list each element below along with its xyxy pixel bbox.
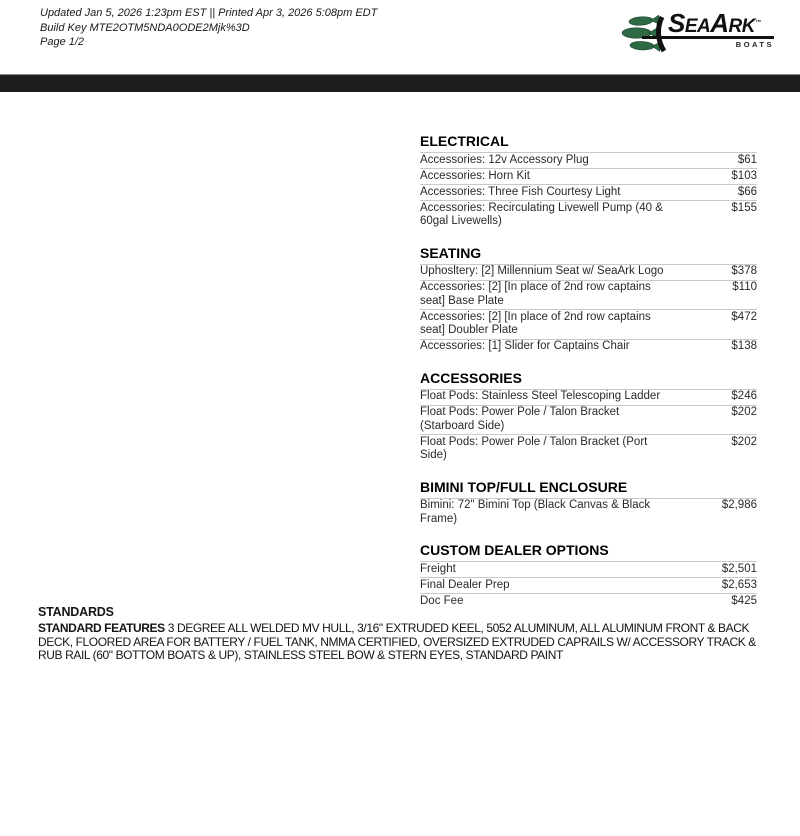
print-meta — [40, 6, 377, 50]
option-price: $425 — [731, 594, 757, 607]
option-row — [420, 577, 757, 593]
section-title: ELECTRICAL — [420, 133, 509, 149]
option-row — [420, 389, 757, 405]
option-price: $202 — [731, 435, 757, 448]
option-price: $110 — [732, 281, 757, 293]
options-column — [420, 134, 757, 625]
option-label: Float Pods: Power Pole / Talon Bracket (Port Side) — [420, 435, 648, 461]
logo-brand-text: SEAARK™ — [668, 8, 761, 38]
standards-lead: STANDARD FEATURES — [38, 621, 165, 635]
option-label: Accessories: 12v Accessory Plug — [420, 153, 589, 166]
section-rows — [420, 389, 757, 464]
option-row — [420, 498, 757, 528]
options-section — [420, 134, 757, 230]
option-label: Doc Fee — [420, 594, 464, 607]
option-price: $202 — [731, 406, 757, 418]
option-price: $378 — [731, 265, 757, 277]
seaark-fish-icon — [618, 14, 668, 54]
option-label: Accessories: Three Fish Courtesy Light — [420, 185, 621, 198]
option-label: Float Pods: Stainless Steel Telescoping Ladder — [420, 390, 661, 402]
option-price: $61 — [737, 153, 757, 166]
option-row — [420, 339, 757, 355]
section-rows — [420, 498, 757, 528]
option-price: $103 — [731, 169, 757, 182]
trademark-symbol: ™ — [754, 20, 761, 26]
logo-boats-label: BOATS — [735, 40, 774, 49]
logo-hook-shape — [658, 17, 664, 51]
section-title: ACCESSORIES — [420, 369, 522, 386]
option-row — [420, 168, 757, 184]
option-row — [420, 309, 757, 339]
option-label: Uphosltery: [2] Millennium Seat w/ SeaArk Logo — [420, 265, 664, 277]
option-label: Freight — [420, 562, 456, 575]
page-number-line: Page 1/2 — [40, 36, 85, 48]
option-label: Accessories: [2] [In place of 2nd row captains seat] Base Plate — [420, 281, 651, 307]
section-rows — [420, 152, 757, 230]
option-row — [420, 561, 757, 577]
standards-block — [38, 605, 768, 663]
option-row — [420, 405, 757, 435]
option-price: $66 — [737, 185, 757, 198]
standards-paragraph — [38, 622, 768, 663]
option-label: Accessories: Horn Kit — [420, 169, 530, 182]
section-rows — [420, 264, 757, 355]
seaark-logo — [618, 8, 774, 54]
options-section — [420, 480, 757, 528]
standards-title: STANDARDS — [38, 605, 114, 619]
option-price: $2,986 — [721, 499, 757, 511]
section-title: BIMINI TOP/FULL ENCLOSURE — [420, 478, 628, 495]
section-rows — [420, 561, 757, 609]
options-section — [420, 371, 757, 464]
option-row — [420, 434, 757, 464]
option-price: $2,501 — [721, 562, 757, 575]
option-label: Accessories: [1] Slider for Captains Chair — [420, 340, 630, 352]
option-label: Final Dealer Prep — [420, 578, 510, 591]
option-price: $246 — [731, 390, 757, 402]
option-price: $138 — [731, 340, 757, 352]
option-row — [420, 280, 757, 310]
option-label: Accessories: [2] [In place of 2nd row captains seat] Doubler Plate — [420, 310, 651, 336]
options-section — [420, 246, 757, 355]
section-title: CUSTOM DEALER OPTIONS — [420, 542, 609, 558]
build-key-line: Build Key MTE2OTM5NDA0ODE2Mjk%3D — [40, 21, 250, 34]
option-row — [420, 152, 757, 168]
options-section — [420, 543, 757, 609]
option-label: Accessories: Recirculating Livewell Pump (40 & 60gal Livewells) — [420, 201, 663, 227]
option-label: Float Pods: Power Pole / Talon Bracket (Starboard Side) — [420, 406, 620, 432]
option-row — [420, 184, 757, 200]
standards-features-text: 3 DEGREE ALL WELDED MV HULL, 3/16" EXTRUDED KEEL, 5052 ALUMINUM, ALL ALUMINUM FRONT & BACK DECK, FLOORED AREA FOR BATTERY / FUEL TANK, NMMA CERTIFIED, OVERSIZED EXTRUDED CAPRAILS W/ ACCESSORY TRACK & RUB RAIL (60" BOTTOM BOATS & UP), STAINLESS STEEL BOW & STERN EYES, STANDARD PAINT — [38, 621, 756, 662]
logo-text-block — [668, 8, 774, 49]
updated-printed-line: Updated Jan 5, 2026 1:23pm EST || Printed Apr 3, 2026 5:08pm EDT — [40, 7, 378, 19]
option-label: Bimini: 72" Bimini Top (Black Canvas & Black Frame) — [420, 499, 651, 525]
option-row — [420, 200, 757, 230]
section-title: SEATING — [420, 244, 482, 261]
option-price: $155 — [731, 201, 757, 214]
option-price: $2,653 — [721, 578, 757, 591]
option-price: $472 — [731, 310, 757, 323]
divider-bar — [0, 74, 800, 92]
option-row — [420, 264, 757, 280]
